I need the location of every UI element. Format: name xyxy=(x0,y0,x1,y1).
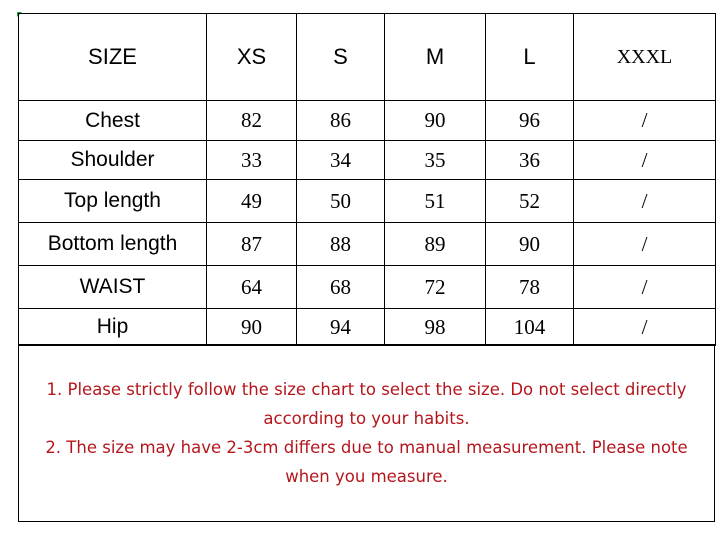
table-cell: 64 xyxy=(207,266,297,309)
table-row xyxy=(19,101,716,141)
table-cell: / xyxy=(574,223,716,266)
table-cell: 36 xyxy=(486,141,574,180)
table-cell: / xyxy=(574,266,716,309)
table-cell: / xyxy=(574,180,716,223)
table-cell: 34 xyxy=(297,141,385,180)
table-cell: 49 xyxy=(207,180,297,223)
table-cell: 33 xyxy=(207,141,297,180)
table-cell: 78 xyxy=(486,266,574,309)
table-cell: 50 xyxy=(297,180,385,223)
table-cell: 51 xyxy=(385,180,486,223)
row-label-waist: WAIST xyxy=(19,266,207,309)
table-cell: / xyxy=(574,141,716,180)
table-cell: 90 xyxy=(385,101,486,141)
header-s: S xyxy=(297,14,385,101)
size-table xyxy=(18,13,716,346)
table-cell: 98 xyxy=(385,309,486,346)
header-xs: XS xyxy=(207,14,297,101)
row-label-hip: Hip xyxy=(19,309,207,346)
header-row xyxy=(19,14,716,101)
table-cell: 35 xyxy=(385,141,486,180)
table-cell: 87 xyxy=(207,223,297,266)
note-line-2: 2. The size may have 2-3cm differs due to manual measurement. Please note when you measure. xyxy=(45,438,688,486)
table-cell: 90 xyxy=(486,223,574,266)
table-cell: / xyxy=(574,309,716,346)
table-cell: 52 xyxy=(486,180,574,223)
table-row xyxy=(19,141,716,180)
table-row xyxy=(19,266,716,309)
note-line-1: 1. Please strictly follow the size chart to select the size. Do not select directly according to your habits. xyxy=(46,380,687,428)
table-row xyxy=(19,223,716,266)
notes-box xyxy=(18,344,715,522)
table-cell: 89 xyxy=(385,223,486,266)
header-size: SIZE xyxy=(19,14,207,101)
table-row xyxy=(19,309,716,346)
size-chart-sheet xyxy=(18,13,715,522)
table-cell: 96 xyxy=(486,101,574,141)
header-l: L xyxy=(486,14,574,101)
table-cell: / xyxy=(574,101,716,141)
row-label-top-length: Top length xyxy=(19,180,207,223)
table-cell: 82 xyxy=(207,101,297,141)
table-cell: 88 xyxy=(297,223,385,266)
header-m: M xyxy=(385,14,486,101)
row-label-shoulder: Shoulder xyxy=(19,141,207,180)
row-label-chest: Chest xyxy=(19,101,207,141)
row-label-bottom-length: Bottom length xyxy=(19,223,207,266)
table-cell: 86 xyxy=(297,101,385,141)
table-cell: 94 xyxy=(297,309,385,346)
table-cell: 90 xyxy=(207,309,297,346)
table-row xyxy=(19,180,716,223)
table-cell: 68 xyxy=(297,266,385,309)
header-xxxl: XXXL xyxy=(574,14,716,101)
table-cell: 104 xyxy=(486,309,574,346)
table-cell: 72 xyxy=(385,266,486,309)
